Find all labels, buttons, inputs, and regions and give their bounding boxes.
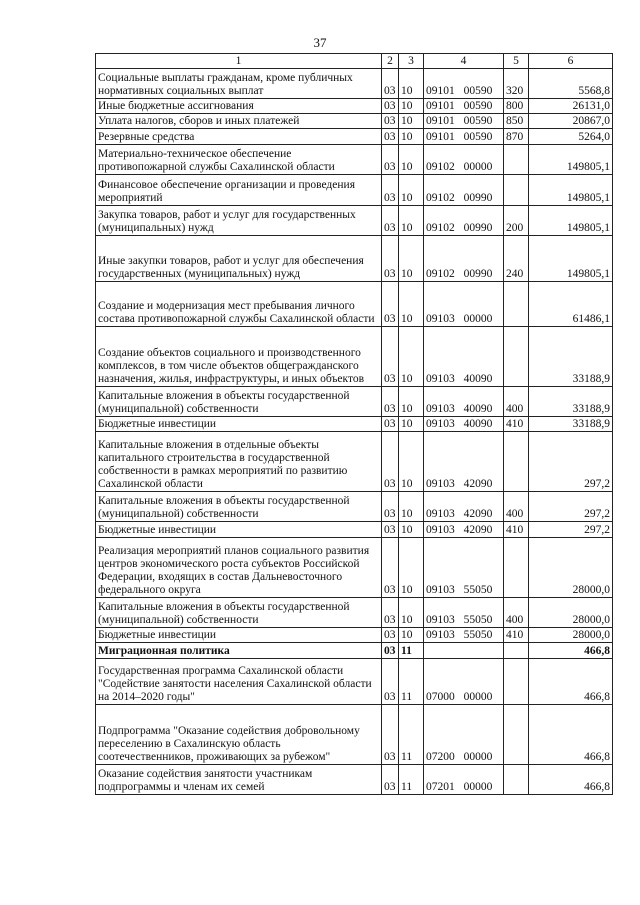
table-row xyxy=(96,432,613,492)
row-target-item: 09102 00990 xyxy=(424,206,504,236)
row-section: 03 xyxy=(382,206,399,236)
column-header-section: 2 xyxy=(382,54,399,69)
row-expense-type: 400 xyxy=(504,492,529,522)
row-section: 03 xyxy=(382,765,399,795)
column-header-expense-type: 5 xyxy=(504,54,529,69)
row-name: Капитальные вложения в отдельные объекты капитального строительства в государственной собственности в рамках мероприятий по развитию Сахалинской области xyxy=(96,432,382,492)
row-target-item: 09103 42090 xyxy=(424,492,504,522)
row-name: Капитальные вложения в объекты государственной (муниципальной) собственности xyxy=(96,492,382,522)
row-section: 03 xyxy=(382,175,399,206)
table-row xyxy=(96,538,613,598)
row-name: Уплата налогов, сборов и иных платежей xyxy=(96,114,382,129)
row-amount: 33188,9 xyxy=(529,387,613,417)
table-row xyxy=(96,206,613,236)
row-amount: 20867,0 xyxy=(529,114,613,129)
row-subsection: 11 xyxy=(399,643,424,659)
row-section: 03 xyxy=(382,417,399,432)
row-name: Бюджетные инвестиции xyxy=(96,628,382,643)
row-amount: 297,2 xyxy=(529,522,613,538)
table-row xyxy=(96,99,613,114)
row-target-item: 09102 00990 xyxy=(424,175,504,206)
row-subsection: 11 xyxy=(399,765,424,795)
row-subsection: 10 xyxy=(399,432,424,492)
table-row xyxy=(96,175,613,206)
row-target-item: 09103 40090 xyxy=(424,327,504,387)
row-subsection: 10 xyxy=(399,598,424,628)
row-subsection: 10 xyxy=(399,145,424,175)
row-target-item: 09103 55050 xyxy=(424,598,504,628)
row-amount: 149805,1 xyxy=(529,175,613,206)
row-name: Социальные выплаты гражданам, кроме публичных нормативных социальных выплат xyxy=(96,69,382,99)
row-amount: 5264,0 xyxy=(529,129,613,145)
row-name: Создание и модернизация мест пребывания личного состава противопожарной службы Сахалинской области xyxy=(96,282,382,327)
row-name: Капитальные вложения в объекты государственной (муниципальной) собственности xyxy=(96,387,382,417)
table-row xyxy=(96,236,613,282)
row-subsection: 11 xyxy=(399,659,424,705)
row-expense-type: 410 xyxy=(504,522,529,538)
table-row xyxy=(96,387,613,417)
row-amount: 149805,1 xyxy=(529,236,613,282)
row-target-item: 09101 00590 xyxy=(424,69,504,99)
row-expense-type: 400 xyxy=(504,387,529,417)
row-name: Подпрограмма "Оказание содействия добровольному переселению в Сахалинскую область соотечественников, проживающих за рубежом" xyxy=(96,705,382,765)
row-amount: 466,8 xyxy=(529,643,613,659)
row-section: 03 xyxy=(382,236,399,282)
row-name: Иные закупки товаров, работ и услуг для обеспечения государственных (муниципальных) нужд xyxy=(96,236,382,282)
budget-table xyxy=(95,53,613,795)
row-section: 03 xyxy=(382,598,399,628)
table-row xyxy=(96,765,613,795)
row-amount: 466,8 xyxy=(529,705,613,765)
row-name: Оказание содействия занятости участникам подпрограммы и членам их семей xyxy=(96,765,382,795)
row-expense-type xyxy=(504,538,529,598)
row-amount: 466,8 xyxy=(529,765,613,795)
row-subsection: 10 xyxy=(399,417,424,432)
row-name: Материально-техническое обеспечение противопожарной службы Сахалинской области xyxy=(96,145,382,175)
row-expense-type xyxy=(504,659,529,705)
table-row xyxy=(96,628,613,643)
row-subsection: 10 xyxy=(399,282,424,327)
row-name: Бюджетные инвестиции xyxy=(96,417,382,432)
row-subsection: 10 xyxy=(399,114,424,129)
table-header-row xyxy=(96,54,613,69)
row-expense-type xyxy=(504,432,529,492)
row-subsection: 10 xyxy=(399,538,424,598)
row-expense-type: 240 xyxy=(504,236,529,282)
row-amount: 466,8 xyxy=(529,659,613,705)
row-target-item: 09103 40090 xyxy=(424,417,504,432)
row-amount: 28000,0 xyxy=(529,598,613,628)
row-subsection: 11 xyxy=(399,705,424,765)
row-name: Бюджетные инвестиции xyxy=(96,522,382,538)
row-amount: 61486,1 xyxy=(529,282,613,327)
row-section: 03 xyxy=(382,69,399,99)
table-row xyxy=(96,69,613,99)
row-target-item: 09101 00590 xyxy=(424,99,504,114)
row-amount: 297,2 xyxy=(529,432,613,492)
row-expense-type xyxy=(504,145,529,175)
row-expense-type: 410 xyxy=(504,628,529,643)
row-expense-type xyxy=(504,765,529,795)
row-amount: 297,2 xyxy=(529,492,613,522)
row-section: 03 xyxy=(382,643,399,659)
row-section: 03 xyxy=(382,145,399,175)
row-subsection: 10 xyxy=(399,99,424,114)
table-row xyxy=(96,522,613,538)
column-header-amount: 6 xyxy=(529,54,613,69)
row-subsection: 10 xyxy=(399,492,424,522)
row-expense-type xyxy=(504,705,529,765)
row-target-item: 09103 00000 xyxy=(424,282,504,327)
row-name: Миграционная политика xyxy=(96,643,382,659)
row-expense-type xyxy=(504,643,529,659)
row-section: 03 xyxy=(382,327,399,387)
row-target-item: 09103 40090 xyxy=(424,387,504,417)
row-expense-type: 410 xyxy=(504,417,529,432)
row-section: 03 xyxy=(382,432,399,492)
row-expense-type xyxy=(504,282,529,327)
row-subsection: 10 xyxy=(399,628,424,643)
column-header-target-item: 4 xyxy=(424,54,504,69)
table-row xyxy=(96,145,613,175)
table-row xyxy=(96,705,613,765)
row-target-item: 07201 00000 xyxy=(424,765,504,795)
row-subsection: 10 xyxy=(399,522,424,538)
table-row xyxy=(96,598,613,628)
row-name: Иные бюджетные ассигнования xyxy=(96,99,382,114)
column-header-subsection: 3 xyxy=(399,54,424,69)
row-expense-type: 400 xyxy=(504,598,529,628)
row-target-item: 09103 55050 xyxy=(424,538,504,598)
row-expense-type: 870 xyxy=(504,129,529,145)
row-expense-type: 320 xyxy=(504,69,529,99)
row-amount: 28000,0 xyxy=(529,628,613,643)
row-section: 03 xyxy=(382,387,399,417)
row-target-item: 09101 00590 xyxy=(424,114,504,129)
row-subsection: 10 xyxy=(399,69,424,99)
row-expense-type: 200 xyxy=(504,206,529,236)
row-section: 03 xyxy=(382,522,399,538)
row-target-item: 09103 55050 xyxy=(424,628,504,643)
table-row xyxy=(96,643,613,659)
row-target-item: 07000 00000 xyxy=(424,659,504,705)
row-section: 03 xyxy=(382,705,399,765)
row-expense-type xyxy=(504,175,529,206)
row-expense-type xyxy=(504,327,529,387)
column-header-name: 1 xyxy=(96,54,382,69)
row-amount: 5568,8 xyxy=(529,69,613,99)
row-subsection: 10 xyxy=(399,236,424,282)
page-number: 37 xyxy=(313,35,327,50)
row-subsection: 10 xyxy=(399,327,424,387)
table-row xyxy=(96,659,613,705)
row-section: 03 xyxy=(382,538,399,598)
row-subsection: 10 xyxy=(399,175,424,206)
row-target-item xyxy=(424,643,504,659)
row-target-item: 09103 42090 xyxy=(424,432,504,492)
row-section: 03 xyxy=(382,282,399,327)
row-subsection: 10 xyxy=(399,129,424,145)
table-row xyxy=(96,417,613,432)
row-section: 03 xyxy=(382,628,399,643)
row-name: Резервные средства xyxy=(96,129,382,145)
row-subsection: 10 xyxy=(399,206,424,236)
table-row xyxy=(96,114,613,129)
row-amount: 26131,0 xyxy=(529,99,613,114)
row-target-item: 09101 00590 xyxy=(424,129,504,145)
row-section: 03 xyxy=(382,659,399,705)
row-expense-type: 800 xyxy=(504,99,529,114)
row-amount: 149805,1 xyxy=(529,145,613,175)
row-section: 03 xyxy=(382,114,399,129)
row-name: Государственная программа Сахалинской области "Содействие занятости населения Сахалинской области на 2014–2020 годы" xyxy=(96,659,382,705)
row-name: Реализация мероприятий планов социального развития центров экономического роста субъектов Российской Федерации, входящих в состав Дальневосточного федерального округа xyxy=(96,538,382,598)
table-row xyxy=(96,282,613,327)
row-amount: 33188,9 xyxy=(529,327,613,387)
row-amount: 149805,1 xyxy=(529,206,613,236)
row-expense-type: 850 xyxy=(504,114,529,129)
table-row xyxy=(96,129,613,145)
row-section: 03 xyxy=(382,129,399,145)
table-row xyxy=(96,327,613,387)
row-section: 03 xyxy=(382,99,399,114)
row-target-item: 09102 00990 xyxy=(424,236,504,282)
row-target-item: 09102 00000 xyxy=(424,145,504,175)
row-amount: 33188,9 xyxy=(529,417,613,432)
row-subsection: 10 xyxy=(399,387,424,417)
row-amount: 28000,0 xyxy=(529,538,613,598)
row-name: Закупка товаров, работ и услуг для государственных (муниципальных) нужд xyxy=(96,206,382,236)
row-target-item: 07200 00000 xyxy=(424,705,504,765)
row-section: 03 xyxy=(382,492,399,522)
row-target-item: 09103 42090 xyxy=(424,522,504,538)
row-name: Капитальные вложения в объекты государственной (муниципальной) собственности xyxy=(96,598,382,628)
table-row xyxy=(96,492,613,522)
row-name: Финансовое обеспечение организации и проведения мероприятий xyxy=(96,175,382,206)
row-name: Создание объектов социального и производственного комплексов, в том числе объектов общегражданского назначения, жилья, инфраструктуры, и иных объектов xyxy=(96,327,382,387)
